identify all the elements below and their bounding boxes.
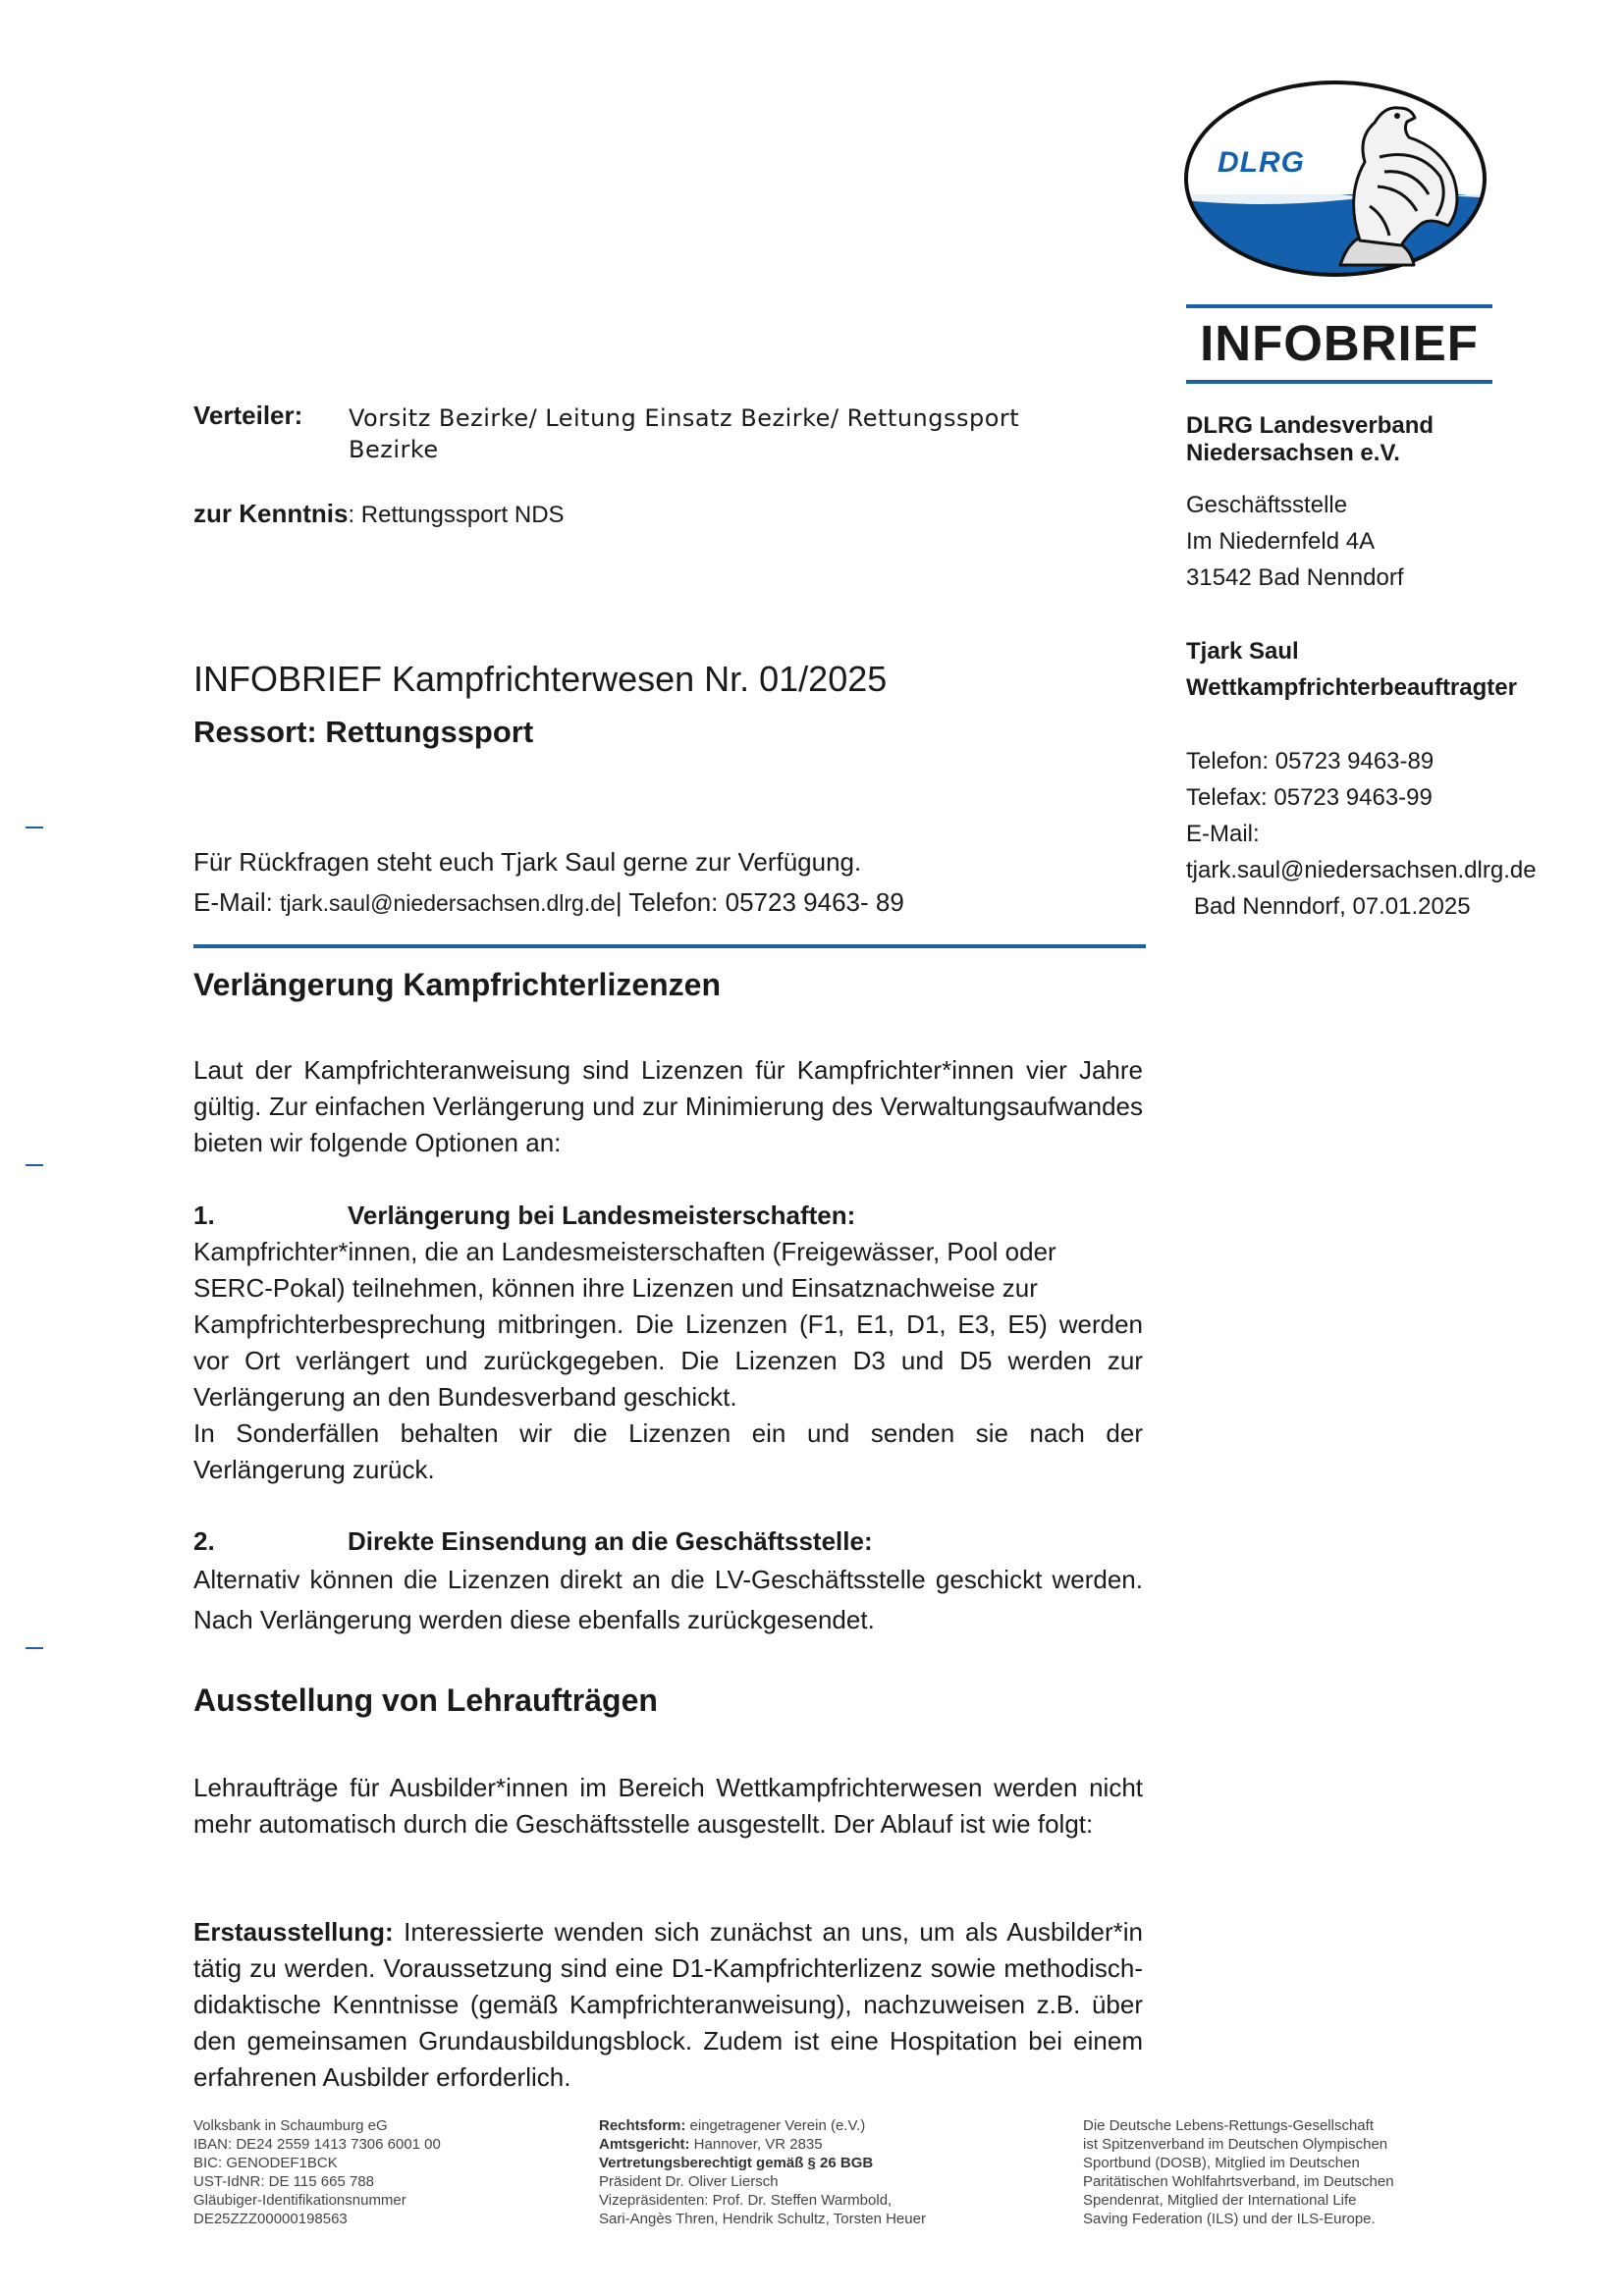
kenntnis-label: zur Kenntnis bbox=[193, 499, 349, 528]
item1-text: Kampfrichterbesprechung mitbringen. Die Lizenzen (F1, E1, D1, E3, E5) werden vor Ort verlängert und zurückgegeben. Die Lizenzen D3 und D5 werden zur Verlängerung an den Bundesverband geschickt. bbox=[193, 1309, 1143, 1412]
contact-note-line2 bbox=[193, 882, 1143, 924]
brand-bar-top bbox=[1186, 304, 1492, 308]
page-subtitle: Ressort: Rettungssport bbox=[193, 715, 534, 749]
section1-heading: Verlängerung Kampfrichterlizenzen bbox=[193, 967, 722, 1002]
section2-erstausstellung bbox=[193, 1914, 1143, 2096]
item2-number: 2. bbox=[193, 1526, 215, 1556]
contact-details bbox=[1186, 743, 1608, 925]
verteiler-line1: Vorsitz Bezirke/ Leitung Einsatz Bezirke/ Rettungssport bbox=[349, 404, 1020, 432]
item2-text: Alternativ können die Lizenzen direkt an die LV-Geschäftsstelle geschickt werden. Nach Verlängerung werden diese ebenfalls zurückgesendet. bbox=[193, 1565, 1143, 1634]
verteiler-value bbox=[349, 402, 1056, 465]
section1-item1 bbox=[193, 1198, 1143, 1488]
org-line2: Niedersachsen e.V. bbox=[1186, 440, 1400, 466]
letter-date: Bad Nenndorf, 07.01.2025 bbox=[1194, 893, 1471, 920]
item1-line: Kampfrichter*innen, die an Landesmeisterschaften (Freigewässer, Pool oder bbox=[193, 1237, 1056, 1266]
fold-mark bbox=[26, 1164, 43, 1166]
org-line1: DLRG Landesverband bbox=[1186, 412, 1435, 439]
footer-line: IBAN: DE24 2559 1413 7306 6001 00 bbox=[193, 2136, 441, 2153]
footer-line bbox=[599, 2154, 992, 2172]
contact-role: Wettkampfrichterbeauftragter bbox=[1186, 674, 1517, 701]
contact-name: Tjark Saul bbox=[1186, 638, 1299, 665]
org-name bbox=[1186, 412, 1608, 467]
section1-intro: Laut der Kampfrichteranweisung sind Lizenzen für Kampfrichter*innen vier Jahre gültig. Zur einfachen Verlängerung und zur Minimierung des Verwaltungsaufwandes bieten wir folgende Optionen an: bbox=[193, 1055, 1143, 1157]
org-address bbox=[1186, 487, 1608, 596]
footer-bank bbox=[193, 2116, 517, 2228]
footer-value: Hannover, VR 2835 bbox=[689, 2136, 823, 2153]
address-line: 31542 Bad Nenndorf bbox=[1186, 564, 1404, 591]
footer-line: DE25ZZZ00000198563 bbox=[193, 2211, 348, 2227]
kenntnis-value: : Rettungssport NDS bbox=[348, 502, 565, 528]
fold-mark bbox=[26, 1647, 43, 1649]
footer-line: Sportbund (DOSB), Mitglied im Deutschen bbox=[1083, 2155, 1360, 2171]
footer-line: ist Spitzenverband im Deutschen Olympischen bbox=[1083, 2136, 1388, 2153]
brand-title: INFOBRIEF bbox=[1200, 315, 1479, 371]
footer-line: BIC: GENODEF1BCK bbox=[193, 2155, 338, 2171]
footer-line: Spendenrat, Mitglied der International Life bbox=[1083, 2192, 1357, 2209]
footer-label: Rechtsform: bbox=[599, 2117, 686, 2134]
address-line: Geschäftsstelle bbox=[1186, 492, 1348, 518]
verteiler-label: Verteiler: bbox=[193, 400, 303, 430]
footer-legal bbox=[599, 2116, 992, 2228]
brand-bar-bottom bbox=[1186, 380, 1492, 384]
contact-note-phone: | Telefon: 05723 9463- 89 bbox=[615, 887, 904, 917]
footer-line bbox=[599, 2135, 992, 2154]
footer-about bbox=[1083, 2116, 1495, 2228]
item1-number: 1. bbox=[193, 1201, 215, 1230]
contact-note-email-prefix: E-Mail: bbox=[193, 887, 281, 917]
address-line: Im Niedernfeld 4A bbox=[1186, 528, 1376, 555]
fax: Telefax: 05723 9463-99 bbox=[1186, 784, 1433, 811]
footer-line: Gläubiger-Identifikationsnummer bbox=[193, 2192, 406, 2209]
footer-line: Die Deutsche Lebens-Rettungs-Gesellschaft bbox=[1083, 2117, 1374, 2134]
erst-text: Interessierte wenden sich zunächst an uns, um als Ausbilder*in tätig zu werden. Voraussetzung sind eine D1-Kampfrichterlizenz sowie methodisch-didaktische Kenntnisse (gemäß Kampfrichteranweisung), nachzuweisen z.B. über den gemeinsamen Grundausbildungsblock. Zudem ist eine Hospitation bei einem erfahrenen Ausbilder erforderlich. bbox=[193, 1917, 1143, 2092]
footer-line bbox=[599, 2116, 992, 2135]
dlrg-logo bbox=[1183, 79, 1492, 280]
footer-line: Präsident Dr. Oliver Liersch bbox=[599, 2173, 779, 2190]
section2-heading: Ausstellung von Lehraufträgen bbox=[193, 1682, 658, 1718]
phone: Telefon: 05723 9463-89 bbox=[1186, 748, 1435, 774]
verteiler-line2: Bezirke bbox=[349, 436, 439, 463]
contact-note-line: Für Rückfragen steht euch Tjark Saul gerne zur Verfügung. bbox=[193, 847, 862, 877]
item1-note: In Sonderfällen behalten wir die Lizenzen ein und senden sie nach der Verlängerung zurück. bbox=[193, 1418, 1143, 1484]
contact-person bbox=[1186, 633, 1608, 706]
kenntnis bbox=[193, 499, 565, 529]
item1-heading bbox=[193, 1198, 1143, 1234]
erst-label: Erstausstellung: bbox=[193, 1917, 394, 1947]
contact-note bbox=[193, 842, 1143, 924]
footer-line: Volksbank in Schaumburg eG bbox=[193, 2117, 388, 2134]
logo-text: DLRG bbox=[1218, 146, 1305, 179]
footer-value: eingetragener Verein (e.V.) bbox=[685, 2117, 866, 2134]
item2-heading bbox=[193, 1523, 1143, 1560]
footer-line: Vizepräsidenten: Prof. Dr. Steffen Warmbold, bbox=[599, 2192, 893, 2209]
page-title: INFOBRIEF Kampfrichterwesen Nr. 01/2025 bbox=[193, 659, 888, 699]
fold-mark bbox=[26, 827, 43, 828]
email-label: E-Mail: bbox=[1186, 821, 1260, 847]
item1-line: SERC-Pokal) teilnehmen, können ihre Lizenzen und Einsatznachweise zur bbox=[193, 1273, 1038, 1303]
item2-title: Direkte Einsendung an die Geschäftsstelle: bbox=[348, 1526, 873, 1556]
footer-line: Sari-Angès Thren, Hendrik Schultz, Torsten Heuer bbox=[599, 2211, 926, 2227]
section2-intro: Lehraufträge für Ausbilder*innen im Bereich Wettkampfrichterwesen werden nicht mehr automatisch durch die Geschäftsstelle ausgestellt. Der Ablauf ist wie folgt: bbox=[193, 1773, 1143, 1839]
section1-item2 bbox=[193, 1523, 1143, 1640]
email-link[interactable]: tjark.saul@niedersachsen.dlrg.de bbox=[1186, 857, 1537, 883]
footer-line: Saving Federation (ILS) und der ILS-Europe. bbox=[1083, 2211, 1376, 2227]
footer-label: Amtsgericht: bbox=[599, 2136, 690, 2153]
section-divider bbox=[193, 944, 1146, 948]
footer-line: Paritätischen Wohlfahrtsverband, im Deutschen bbox=[1083, 2173, 1394, 2190]
footer-label: Vertretungsberechtigt gemäß § 26 BGB bbox=[599, 2155, 874, 2171]
item1-title: Verlängerung bei Landesmeisterschaften: bbox=[348, 1201, 856, 1230]
footer-line: UST-IdNR: DE 115 665 788 bbox=[193, 2173, 374, 2190]
contact-note-email[interactable]: tjark.saul@niedersachsen.dlrg.de bbox=[280, 890, 616, 916]
